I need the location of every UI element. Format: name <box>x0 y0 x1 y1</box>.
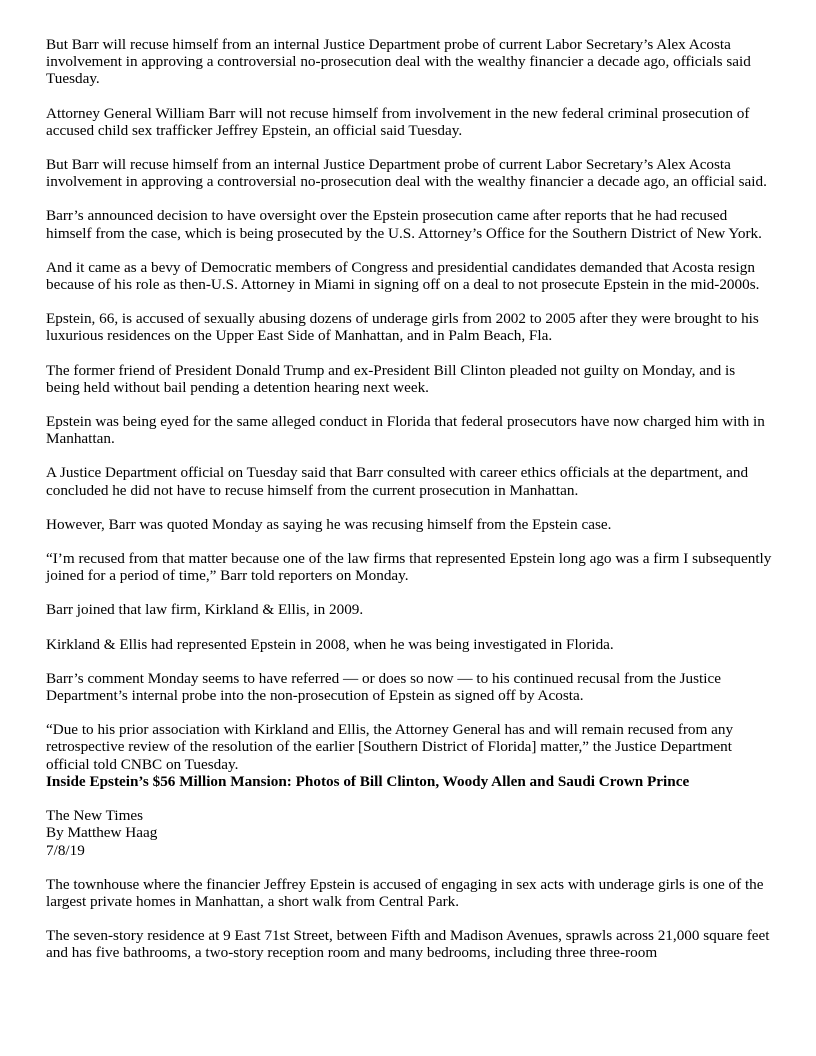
paragraph: “I’m recused from that matter because one of the law firms that represented Epstein long ago was a firm I subsequently joined for a period of time,” Barr told reporters on Monday. <box>46 550 772 585</box>
paragraph: Kirkland & Ellis had represented Epstein in 2008, when he was being investigated in Florida. <box>46 635 614 653</box>
paragraph: But Barr will recuse himself from an internal Justice Department probe of current Labor Secretary’s Alex Acosta involvement in approving a controversial no-prosecution deal with the wealthy financier a decade ago, officials said Tuesday. <box>46 36 751 88</box>
paragraph: Epstein was being eyed for the same alleged conduct in Florida that federal prosecutors have now charged him with in Manhattan. <box>46 413 765 448</box>
paragraph: Barr’s announced decision to have oversight over the Epstein prosecution came after reports that he had recused himself from the case, which is being prosecuted by the U.S. Attorney’s Office for the Southern District of New York. <box>46 207 762 242</box>
paragraph: A Justice Department official on Tuesday said that Barr consulted with career ethics officials at the department, and concluded he did not have to recuse himself from the current prosecution in Manhattan. <box>46 464 749 499</box>
paragraph: The townhouse where the financier Jeffrey Epstein is accused of engaging in sex acts with underage girls is one of the largest private homes in Manhattan, a short walk from Central Park. <box>46 875 764 910</box>
second-article <box>46 773 772 962</box>
paragraph: Attorney General William Barr will not recuse himself from involvement in the new federal criminal prosecution of accused child sex trafficker Jeffrey Epstein, an official said Tuesday. <box>46 104 750 139</box>
paragraph: The seven-story residence at 9 East 71st Street, between Fifth and Madison Avenues, sprawls across 21,000 square feet and has five bathrooms, a two-story reception room and many bedrooms, including three three-room <box>46 927 770 962</box>
paragraph: Epstein, 66, is accused of sexually abusing dozens of underage girls from 2002 to 2005 after they were brought to his luxurious residences on the Upper East Side of Manhattan, and in Palm Beach, Fla. <box>46 310 759 345</box>
publication-name: The New Times <box>46 807 144 825</box>
article-body <box>46 36 772 773</box>
paragraph: Barr joined that law firm, Kirkland & Ellis, in 2009. <box>46 601 364 619</box>
paragraph: The former friend of President Donald Trump and ex-President Bill Clinton pleaded not guilty on Monday, and is being held without bail pending a detention hearing next week. <box>46 361 736 396</box>
paragraph: But Barr will recuse himself from an internal Justice Department probe of current Labor Secretary’s Alex Acosta involvement in approving a controversial no-prosecution deal with the wealthy financier a decade ago, an official said. <box>46 156 767 191</box>
paragraph: “Due to his prior association with Kirkland and Ellis, the Attorney General has and will remain recused from any retrospective review of the resolution of the earlier [Southern District of Florida] matter,” the Justice Department official told CNBC on Tuesday. <box>46 721 734 773</box>
article-byline <box>46 807 772 859</box>
paragraph: Barr’s comment Monday seems to have referred — or does so now — to his continued recusal from the Justice Department’s internal probe into the non-prosecution of Epstein as signed off by Acosta. <box>46 669 721 705</box>
paragraph: And it came as a bevy of Democratic members of Congress and presidential candidates demanded that Acosta resign because of his role as then-U.S. Attorney in Miami in signing off on a deal to not prosecute Epstein in the mid-2000s. <box>46 258 760 294</box>
paragraph: However, Barr was quoted Monday as saying he was recusing himself from the Epstein case. <box>46 515 612 533</box>
publication-date: 7/8/19 <box>46 841 85 859</box>
author-name: By Matthew Haag <box>46 824 158 842</box>
article-headline: Inside Epstein’s $56 Million Mansion: Photos of Bill Clinton, Woody Allen and Saudi Crown Prince <box>46 772 690 790</box>
